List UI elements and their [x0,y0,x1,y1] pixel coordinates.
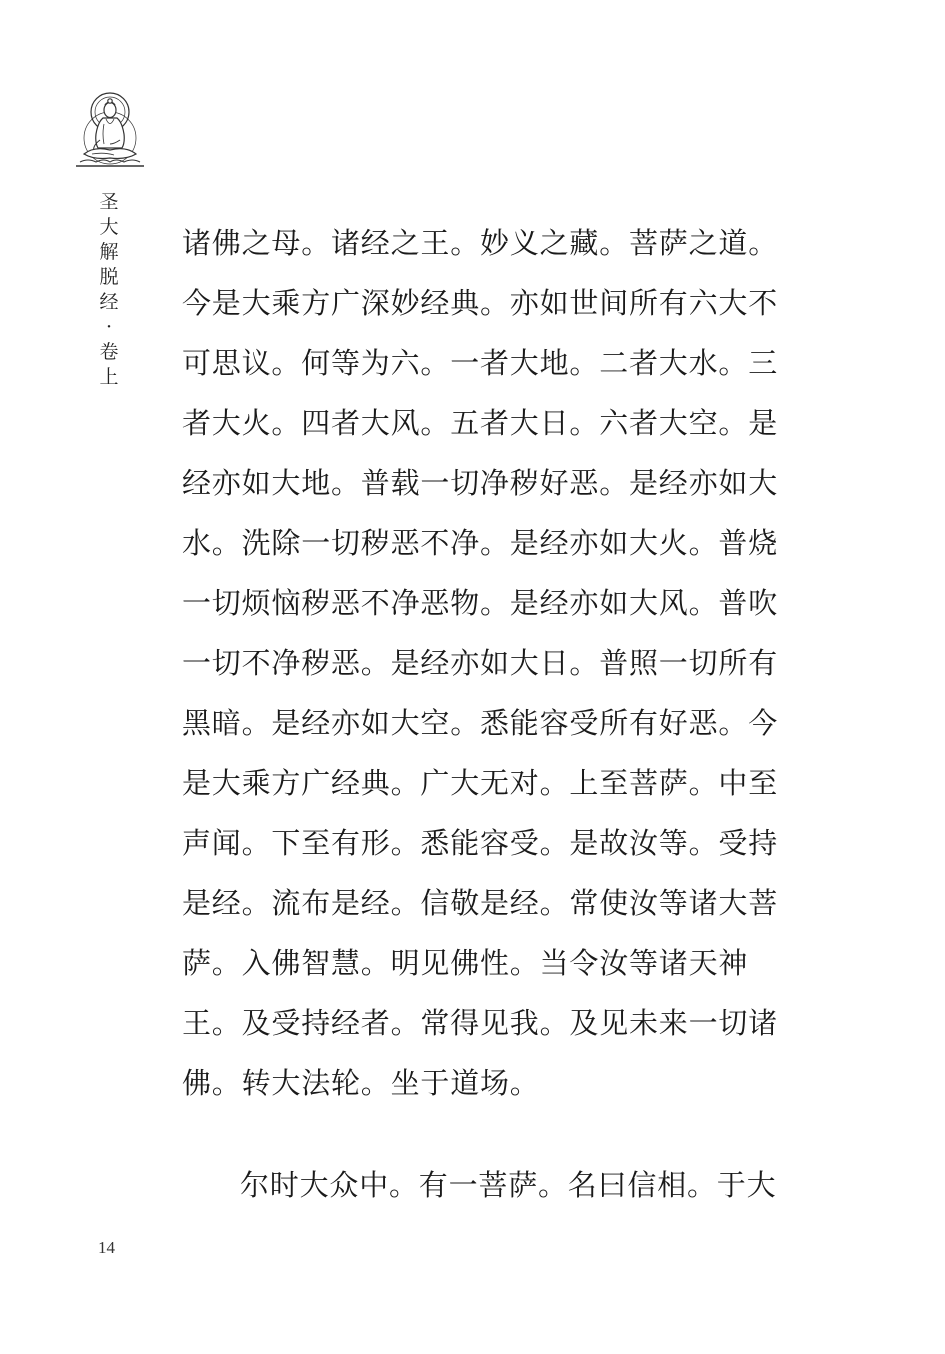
text-line: 佛。转大法轮。坐于道场。 [182,1066,540,1100]
text-line: 是大乘方广经典。广大无对。上至菩萨。中至 [182,766,779,800]
running-title-char: 上 [99,366,119,388]
running-title-char: 大 [99,216,119,238]
running-title [96,190,122,390]
text-line: 一切烦恼秽恶不净恶物。是经亦如大风。普吹 [182,586,779,620]
running-title-char: 脱 [99,266,119,288]
text-line: 王。及受持经者。常得见我。及见未来一切诸 [182,1006,779,1040]
running-title-char: 卷 [99,341,119,363]
paragraph-2 [182,1155,777,1215]
page-number: 14 [98,1238,115,1257]
text-line: 尔时大众中。有一菩萨。名曰信相。于大 [240,1168,777,1202]
text-line: 黑暗。是经亦如大空。悉能容受所有好恶。今 [182,706,779,740]
running-title-char: 圣 [99,191,119,213]
text-line: 声闻。下至有形。悉能容受。是故汝等。受持 [182,826,779,860]
text-line: 者大火。四者大风。五者大日。六者大空。是 [182,406,779,440]
paragraph-gap [182,1113,772,1155]
text-line: 一切不净秽恶。是经亦如大日。普照一切所有 [182,646,779,680]
buddha-icon [74,88,146,170]
running-title-char: 解 [99,241,119,263]
text-line: 经亦如大地。普载一切净秽好恶。是经亦如大 [182,466,779,500]
text-line: 是经。流布是经。信敬是经。常使汝等诸大菩 [182,886,779,920]
text-line: 萨。入佛智慧。明见佛性。当令汝等诸天神 [182,946,749,980]
text-line: 可思议。何等为六。一者大地。二者大水。三 [182,346,779,380]
text-line: 诸佛之母。诸经之王。妙义之藏。菩萨之道。 [182,226,779,260]
paragraph-1 [182,213,779,1113]
running-title-char: 经 [99,291,119,313]
text-line: 今是大乘方广深妙经典。亦如世间所有六大不 [182,286,779,320]
body-text [182,213,779,1215]
running-title-char: · [105,316,113,338]
text-line: 水。洗除一切秽恶不净。是经亦如大火。普烧 [182,526,779,560]
